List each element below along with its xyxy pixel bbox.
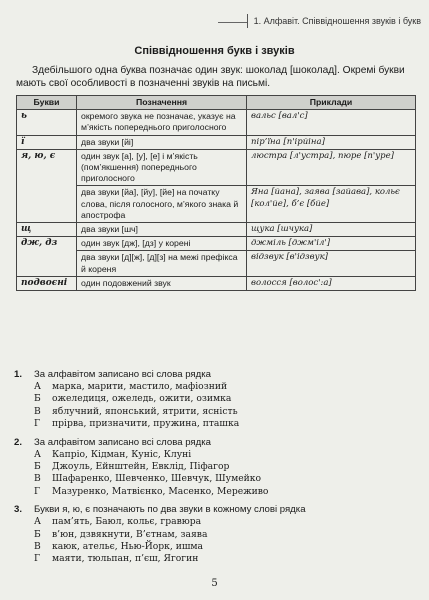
option-letter: В bbox=[34, 473, 41, 485]
table-row bbox=[17, 251, 416, 276]
meaning-cell: два звуки [д][ж], [д][з] на межі префікса й кореня bbox=[77, 251, 247, 276]
option-text: пам’ять, Баюл, кольє, гравюра bbox=[52, 516, 202, 528]
option-letter: Б bbox=[34, 461, 41, 473]
example-cell: відзвук [в'ідзвук] bbox=[247, 251, 416, 276]
option-text: яблучний, японський, ятрити, ясність bbox=[52, 405, 238, 417]
example-cell: волосся [волос':а] bbox=[247, 276, 416, 290]
meaning-cell: окремого звука не позначає, указує на м’якість попереднього приголосного bbox=[77, 110, 247, 135]
question-2 bbox=[14, 436, 415, 499]
answer-option bbox=[14, 406, 415, 418]
question-number: 3. bbox=[14, 504, 23, 516]
table-row bbox=[17, 149, 416, 186]
option-text: Джоуль, Ейнштейн, Евклід, Піфагор bbox=[52, 461, 230, 473]
meaning-cell: два звуки [йі] bbox=[77, 135, 247, 149]
table-row bbox=[17, 276, 416, 290]
meaning-cell: один звук [дж], [дз] у корені bbox=[77, 237, 247, 251]
answer-option bbox=[14, 393, 415, 405]
example-cell: Яна [йана], заява [зайава], кольє [кол'йе], б’є [бйе] bbox=[247, 186, 416, 223]
table-row bbox=[17, 110, 416, 135]
example-cell: люстра [л'устра], пюре [п'уре] bbox=[247, 149, 416, 186]
option-text: марка, марити, мастило, мафіозний bbox=[52, 381, 228, 392]
option-text: каюк, ательє, Нью-Йорк, ишма bbox=[52, 541, 204, 553]
answer-option bbox=[14, 486, 415, 498]
answer-option bbox=[14, 473, 415, 485]
meaning-cell: два звуки [шч] bbox=[77, 223, 247, 237]
question-text: За алфавітом записано всі слова рядка bbox=[34, 436, 211, 448]
letter-cell: щ bbox=[17, 223, 77, 237]
question-number: 1. bbox=[14, 369, 23, 380]
letter-cell: дж, дз bbox=[17, 237, 77, 277]
letter-cell: я, ю, є bbox=[17, 149, 77, 222]
example-cell: вальс [вал'с] bbox=[247, 110, 416, 135]
option-text: Капріо, Кідман, Куніс, Клуні bbox=[52, 448, 192, 460]
example-cell: джміль [джм'іл'] bbox=[247, 237, 416, 251]
answer-option bbox=[14, 541, 415, 553]
option-letter: Г bbox=[34, 418, 41, 430]
answer-option bbox=[14, 553, 415, 565]
option-letter: А bbox=[34, 448, 41, 460]
option-letter: Г bbox=[34, 553, 41, 565]
question-3 bbox=[14, 503, 415, 566]
answer-option bbox=[14, 381, 415, 393]
answer-option bbox=[14, 461, 415, 473]
option-letter: В bbox=[34, 541, 41, 553]
col-header-letters: Букви bbox=[17, 96, 77, 110]
option-letter: Б bbox=[34, 393, 41, 405]
letter-cell: подвоєні bbox=[17, 276, 77, 290]
section-title: Співвідношення букв і звуків bbox=[134, 45, 295, 57]
meaning-cell: один подовжений звук bbox=[77, 276, 247, 290]
letter-cell: ь bbox=[17, 110, 77, 135]
option-text: прірва, призначити, пружина, пташка bbox=[52, 418, 240, 430]
question-number: 2. bbox=[14, 436, 23, 448]
col-header-meaning: Позначення bbox=[77, 96, 247, 110]
col-header-examples: Приклади bbox=[247, 96, 416, 110]
option-text: в’юн, дзвякнути, В’єтнам, заява bbox=[52, 528, 208, 540]
option-letter: А bbox=[34, 381, 41, 392]
option-letter: А bbox=[34, 516, 41, 528]
example-cell: щука [шчука] bbox=[247, 223, 416, 237]
table-row bbox=[17, 237, 416, 251]
option-text: маяти, тюльпан, п’єш, Ягогин bbox=[52, 553, 199, 565]
running-header: 1. Алфавіт. Співвідношення звуків і букв bbox=[247, 14, 429, 28]
question-1 bbox=[14, 368, 415, 431]
table-row bbox=[17, 223, 416, 237]
table-row bbox=[17, 135, 416, 149]
table-header-row bbox=[17, 96, 416, 110]
meaning-cell: один звук [а], [у], [е] і м’якість (пом’якшення) попереднього приголосного bbox=[77, 149, 247, 186]
letter-cell: ї bbox=[17, 135, 77, 149]
meaning-cell: два звуки [йа], [йу], [йе] на початку слова, після голосного, м’якого знака й апострофа bbox=[77, 186, 247, 223]
questions-list bbox=[14, 368, 415, 571]
page-number: 5 bbox=[211, 578, 218, 589]
option-letter: Г bbox=[34, 485, 41, 497]
option-text: Мазуренко, Матвієнко, Масенко, Мереживо bbox=[52, 485, 269, 497]
answer-option bbox=[14, 529, 415, 541]
option-letter: Б bbox=[34, 528, 41, 540]
option-text: ожеледиця, ожеледь, ожити, озимка bbox=[52, 393, 232, 405]
answer-option bbox=[14, 449, 415, 461]
option-text: Шафаренко, Шевченко, Шевчук, Шумейко bbox=[52, 473, 262, 485]
letters-sounds-table bbox=[16, 95, 416, 291]
example-cell: пір’їна [п'ірйіна] bbox=[247, 135, 416, 149]
answer-option bbox=[14, 418, 415, 430]
answer-option bbox=[14, 516, 415, 528]
table-row bbox=[17, 186, 416, 223]
intro-paragraph: Здебільшого одна буква позначає один звук: шоколад [шоколад]. Окремі букви мають свої особливості в позначенні звуків на письмі. bbox=[16, 65, 405, 89]
question-text: Букви я, ю, є позначають по два звуки в кожному слові рядка bbox=[34, 504, 306, 516]
question-text: За алфавітом записано всі слова рядка bbox=[34, 369, 211, 380]
option-letter: В bbox=[34, 405, 41, 417]
